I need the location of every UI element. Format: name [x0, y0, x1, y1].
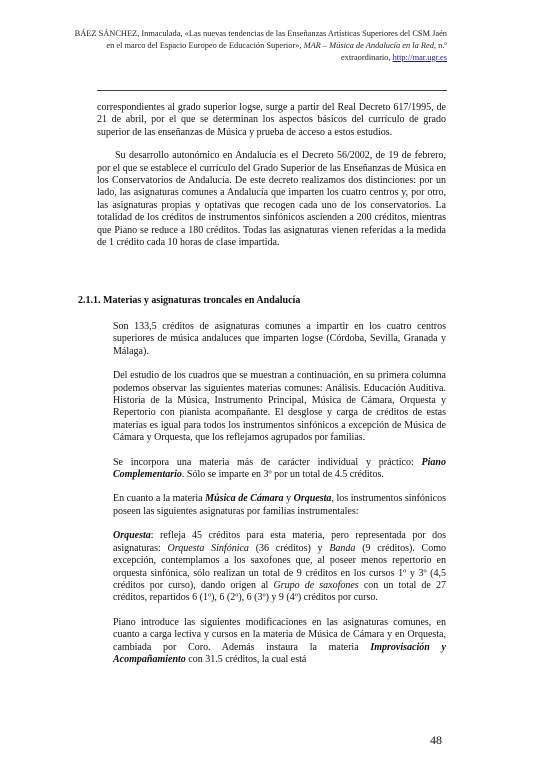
- paragraph: [113, 530, 446, 604]
- italic-text: Grupo de saxofones: [273, 579, 359, 591]
- emphasis-text: Piano Complementario: [113, 456, 446, 481]
- paragraph: correspondientes al grado superior logse, surge a partir del Real Decreto 617/1995, de 21 de abril, por el que se determinan los aspectos básicos del currículo de grado superior de las enseñanzas de Música y prueba de acceso a estos estudios.: [97, 102, 446, 138]
- emphasis-text: Música de Cámara: [205, 493, 284, 505]
- journal-link[interactable]: http://mar.ugr.es: [392, 53, 447, 62]
- running-header: [67, 28, 447, 64]
- text-run: : refleja 45 créditos para esta materia, pero representada por dos asignaturas:: [113, 530, 446, 554]
- paragraph: [113, 617, 446, 667]
- text-run: Piano introduce las siguientes modificaciones en las asignaturas comunes, en cuanto a carga lectiva y cursos en la materia de Música de Cámara y en Orquesta, cambiada por Coro. Además instaura la materia: [113, 616, 446, 653]
- emphasis-text: Orquesta: [293, 493, 332, 505]
- text-run: y: [283, 493, 294, 505]
- text-run: Se incorpora una materia más de carácter individual y práctico:: [113, 456, 422, 468]
- paragraph: Son 133,5 créditos de asignaturas comunes a impartir en los cuatro centros superiores de música andaluces que imparten logse (Córdoba, Sevilla, Granada y Málaga).: [113, 321, 446, 357]
- paragraph: [113, 457, 446, 482]
- emphasis-text: Orquesta: [113, 530, 151, 542]
- text-run: (9 créditos). Como excepción, contemplamos a los saxofones que, al poseer menos repertorio en orquesta sinfónica, sólo realizan un total de 9 créditos en los cursos 1º y 3º (4,5 créditos por curso), dando origen al: [113, 542, 447, 591]
- section-heading: 2.1.1. Materias y asignaturas troncales en Andalucía: [78, 295, 301, 306]
- header-citation: BÁEZ SÁNCHEZ, Inmaculada, «Las nuevas tendencias de las Enseñanzas Artísticas Superiores del CSM Jaén en el marco del Espacio Europeo de Educación Superior»,: [74, 29, 447, 50]
- italic-text: Banda: [329, 542, 356, 554]
- header-issue: , n.º extraordinario,: [340, 41, 447, 62]
- text-run: . Sólo se imparte en 3º por un total de 4.5 créditos.: [181, 469, 384, 481]
- header-rule: [97, 90, 447, 91]
- text-run: , los instrumentos sinfónicos poseen las siguientes asignaturas por familias instrumentales:: [113, 493, 447, 517]
- text-run: con un total de 27 créditos, repartidos 6 (1º), 6 (2º), 6 (3º) y 9 (4º) créditos por curso.: [113, 579, 446, 604]
- italic-text: Orquesta Sinfónica: [167, 542, 249, 554]
- body-text-section: [113, 321, 446, 678]
- text-run: En cuanto a la materia: [113, 493, 206, 505]
- body-text-top: [97, 102, 446, 260]
- paragraph: Del estudio de los cuadros que se muestran a continuación, en su primera columna podemos observar las siguientes materias comunes: Análisis. Educación Auditiva. Historia de la Música, Instrumento Principal, Música de Cámara, Orquesta y Repertorio con pianista acompañante. El desglose y carga de créditos de estas materias es igual para todos los instrumentos sinfónicos a excepción de Música de Cámara y Orquesta, que los reflejamos agrupados por familias.: [113, 370, 446, 444]
- text-run: (36 créditos) y: [248, 542, 330, 554]
- paragraph: [113, 493, 446, 518]
- paragraph: Su desarrollo autonómico en Andalucía es el Decreto 56/2002, de 19 de febrero, por el que se establece el currículo del Grado Superior de las Enseñanzas de Música en los Conservatorios de Andalucía. De este decreto realizamos dos distinciones: por un lado, las asignaturas comunes a Andalucía que imparten los cuatro centros y, por otro, las asignaturas propias y optativas que recogen cada uno de los conservatorios. La totalidad de los créditos de instrumentos sinfónicos ascienden a 200 créditos, mientras que Piano se reduce a 180 créditos. Todas las asignaturas vienen referidas a la medida de 1 crédito cada 10 horas de clase impartida.: [97, 150, 446, 249]
- emphasis-text: Improvisación y Acompañamiento: [113, 641, 446, 665]
- text-run: con 31.5 créditos, la cual está: [185, 653, 307, 665]
- page-number: 48: [430, 733, 442, 747]
- header-journal: MAR – Música de Andalucía en la Red: [303, 41, 434, 50]
